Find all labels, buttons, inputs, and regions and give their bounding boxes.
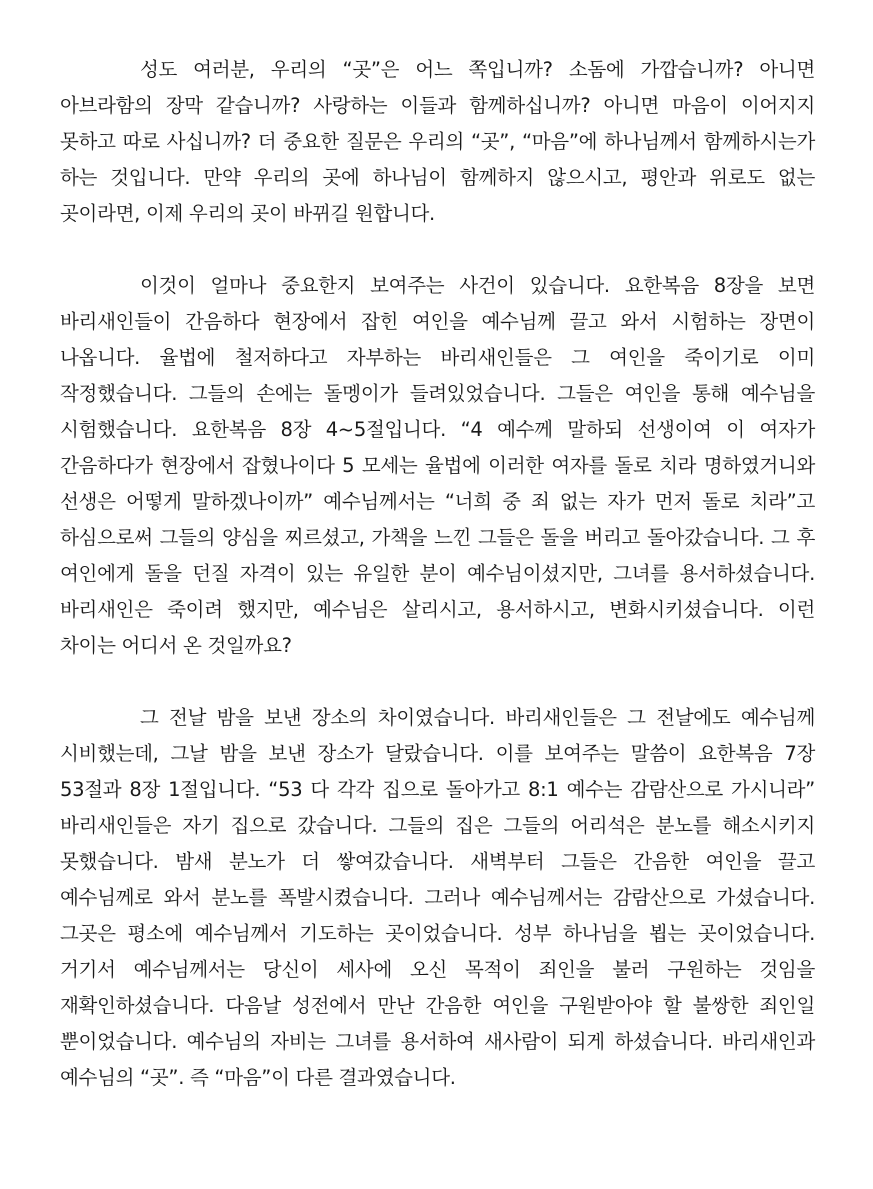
paragraph-2: 이것이 얼마나 중요한지 보여주는 사건이 있습니다. 요한복음 8장을 보면 바리새인들이 간음하다 현장에서 잡힌 여인을 예수님께 끌고 와서 시험하는 장면이 나옵니다. 율법에 철저하다고 자부하는 바리새인들은 그 여인을 죽이기로 이미 작정했습니다. 그들의 손에는 돌멩이가 들려있었습니다. 그들은 여인을 통해 예수님을 시험했습니다. 요한복음 8장 4~5절입니다. “4 예수께 말하되 선생이여 이 여자가 간음하다가 현장에서 잡혔나이다 5 모세는 율법에 이러한 여자를 돌로 치라 명하였거니와 선생은 어떻게 말하겠나이까” 예수님께서는 “너희 중 죄 없는 자가 먼저 돌로 치라”고 하심으로써 그들의 양심을 찌르셨고, 가책을 느낀 그들은 돌을 버리고 돌아갔습니다. 그 후 여인에게 돌을 던질 자격이 있는 유일한 분이 예수님이셨지만, 그녀를 용서하셨습니다. 바리새인은 죽이려 했지만, 예수님은 살리시고, 용서하시고, 변화시키셨습니다. 이런 차이는 어디서 온 것일까요? xyxy=(60,274,815,657)
paragraph-3: 그 전날 밤을 보낸 장소의 차이였습니다. 바리새인들은 그 전날에도 예수님께 시비했는데, 그날 밤을 보낸 장소가 달랐습니다. 이를 보여주는 말씀이 요한복음 7장 53절과 8장 1절입니다. “53 다 각각 집으로 돌아가고 8:1 예수는 감람산으로 가시니라” 바리새인들은 자기 집으로 갔습니다. 그들의 집은 그들의 어리석은 분노를 해소시키지 못했습니다. 밤새 분노가 더 쌓여갔습니다. 새벽부터 그들은 간음한 여인을 끌고 예수님께로 와서 분노를 폭발시켰습니다. 그러나 예수님께서는 감람산으로 가셨습니다. 그곳은 평소에 예수님께서 기도하는 곳이었습니다. 성부 하나님을 뵙는 곳이었습니다. 거기서 예수님께서는 당신이 세사에 오신 목적이 죄인을 불러 구원하는 것임을 재확인하셨습니다. 다음날 성전에서 만난 간음한 여인을 구원받아야 할 불쌍한 죄인일 뿐이었습니다. 예수님의 자비는 그녀를 용서하여 새사람이 되게 하셨습니다. 바리새인과 예수님의 “곳”. 즉 “마음”이 다른 결과였습니다. xyxy=(60,706,815,1089)
paragraph-1: 성도 여러분, 우리의 “곳”은 어느 쪽입니까? 소돔에 가깝습니까? 아니면 아브라함의 장막 같습니까? 사랑하는 이들과 함께하십니까? 아니면 마음이 이어지지 못하고 따로 사십니까? 더 중요한 질문은 우리의 “곳”, “마음”에 하나님께서 함께하시는가 하는 것입니다. 만약 우리의 곳에 하나님이 함께하지 않으시고, 평안과 위로도 없는 곳이라면, 이제 우리의 곳이 바뀌길 원합니다. xyxy=(60,58,815,225)
document-page xyxy=(60,52,815,1096)
